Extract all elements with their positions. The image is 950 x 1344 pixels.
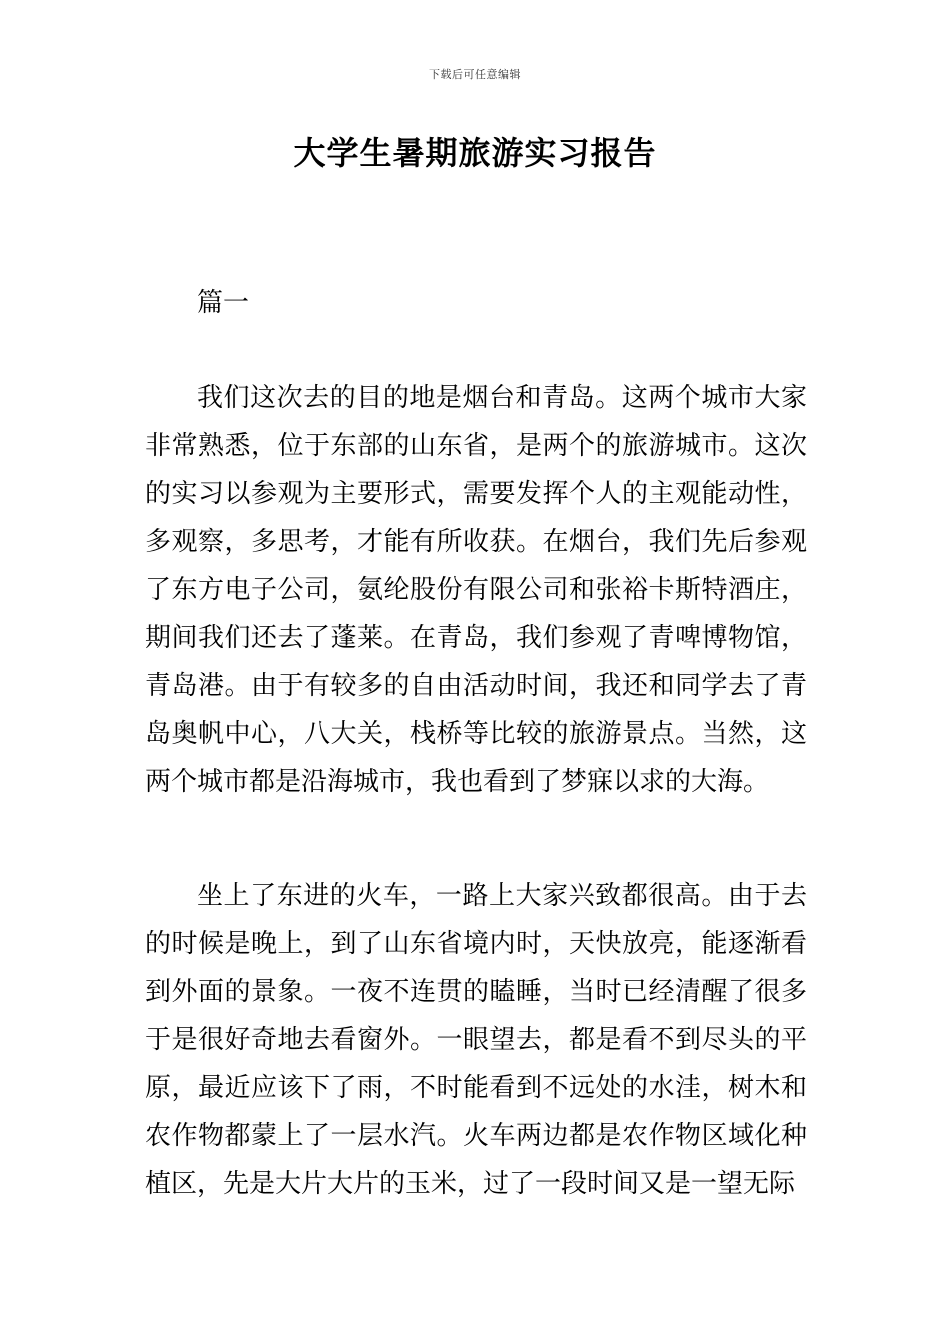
document-title: 大学生暑期旅游实习报告 <box>293 134 657 172</box>
body-paragraph: 坐上了东进的火车，一路上大家兴致都很高。由于去的时候是晚上，到了山东省境内时，天快放亮，能逐渐看到外面的景象。一夜不连贯的瞌睡，当时已经清醒了很多于是很好奇地去看窗外。一眼望去，都是看不到尽头的平原，最近应该下了雨，不时能看到不远处的水洼，树木和农作物都蒙上了一层水汽。火车两边都是农作物区域化种植区，先是大片大片的玉米，过了一段时间又是一望无际 <box>145 881 807 1199</box>
header-note: 下载后可任意编辑 <box>429 68 521 81</box>
body-paragraph: 我们这次去的目的地是烟台和青岛。这两个城市大家非常熟悉，位于东部的山东省，是两个的旅游城市。这次的实习以参观为主要形式，需要发挥个人的主观能动性，多观察，多思考，才能有所收获。在烟台，我们先后参观了东方电子公司，氨纶股份有限公司和张裕卡斯特酒庄，期间我们还去了蓬莱。在青岛，我们参观了青啤博物馆，青岛港。由于有较多的自由活动时间，我还和同学去了青岛奥帆中心，八大关，栈桥等比较的旅游景点。当然，这两个城市都是沿海城市，我也看到了梦寐以求的大海。 <box>145 383 807 797</box>
section-label: 篇一 <box>197 288 250 318</box>
